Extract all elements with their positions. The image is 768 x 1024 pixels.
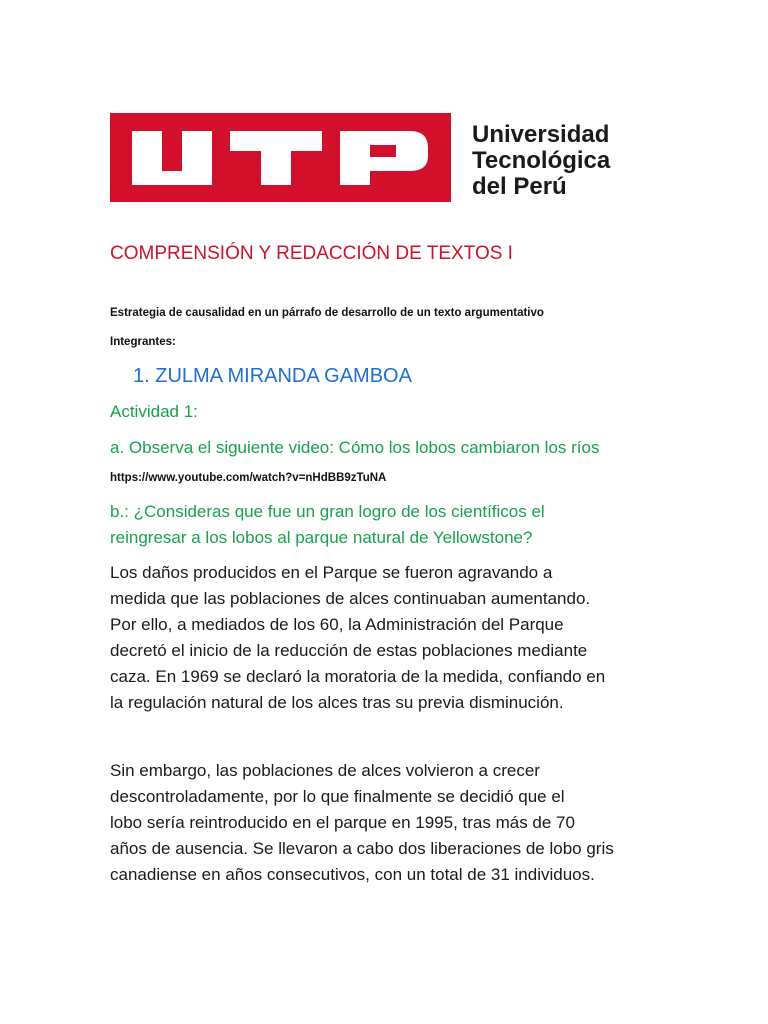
- paragraph-line: Por ello, a mediados de los 60, la Administración del Parque: [110, 615, 564, 634]
- utp-letters-graphic: [110, 113, 451, 202]
- paragraph-line: caza. En 1969 se declaró la moratoria de la medida, confiando en: [110, 667, 606, 686]
- members-label: Integrantes:: [110, 336, 176, 348]
- paragraph-line: Los daños producidos en el Parque se fueron agravando a: [110, 563, 553, 582]
- paragraph-line: la regulación natural de los alces tras su previa disminución.: [110, 693, 564, 712]
- utp-logo-mark: [110, 113, 451, 202]
- video-url-link[interactable]: https://www.youtube.com/watch?v=nHdBB9zTuNA: [110, 472, 387, 484]
- strategy-line: Estrategia de causalidad en un párrafo de desarrollo de un texto argumentativo: [110, 307, 544, 319]
- activity-title: Actividad 1:: [110, 402, 198, 421]
- university-name: [472, 122, 610, 200]
- paragraph-line: descontroladamente, por lo que finalmente se decidió que el: [110, 787, 565, 806]
- paragraph-1: [110, 560, 690, 716]
- course-title: COMPRENSIÓN Y REDACCIÓN DE TEXTOS I: [110, 243, 513, 264]
- paragraph-line: Sin embargo, las poblaciones de alces volvieron a crecer: [110, 761, 540, 780]
- university-name-line-2: Tecnológica: [472, 147, 611, 174]
- paragraph-line: canadiense en años consecutivos, con un total de 31 individuos.: [110, 865, 595, 884]
- question-b-line: b.: ¿Consideras que fue un gran logro de los científicos el: [110, 502, 545, 521]
- question-a: a. Observa el siguiente video: Cómo los lobos cambiaron los ríos: [110, 438, 600, 457]
- paragraph-line: lobo sería reintroducido en el parque en 1995, tras más de 70: [110, 813, 575, 832]
- university-name-line-1: Universidad: [472, 121, 610, 148]
- member-name: 1. ZULMA MIRANDA GAMBOA: [133, 365, 412, 387]
- paragraph-2: [110, 758, 690, 888]
- question-b-line: reingresar a los lobos al parque natural de Yellowstone?: [110, 528, 533, 547]
- question-b: [110, 499, 670, 551]
- university-name-line-3: del Perú: [472, 173, 567, 200]
- paragraph-line: años de ausencia. Se llevaron a cabo dos liberaciones de lobo gris: [110, 839, 614, 858]
- paragraph-line: medida que las poblaciones de alces continuaban aumentando.: [110, 589, 591, 608]
- paragraph-line: decretó el inicio de la reducción de estas poblaciones mediante: [110, 641, 588, 660]
